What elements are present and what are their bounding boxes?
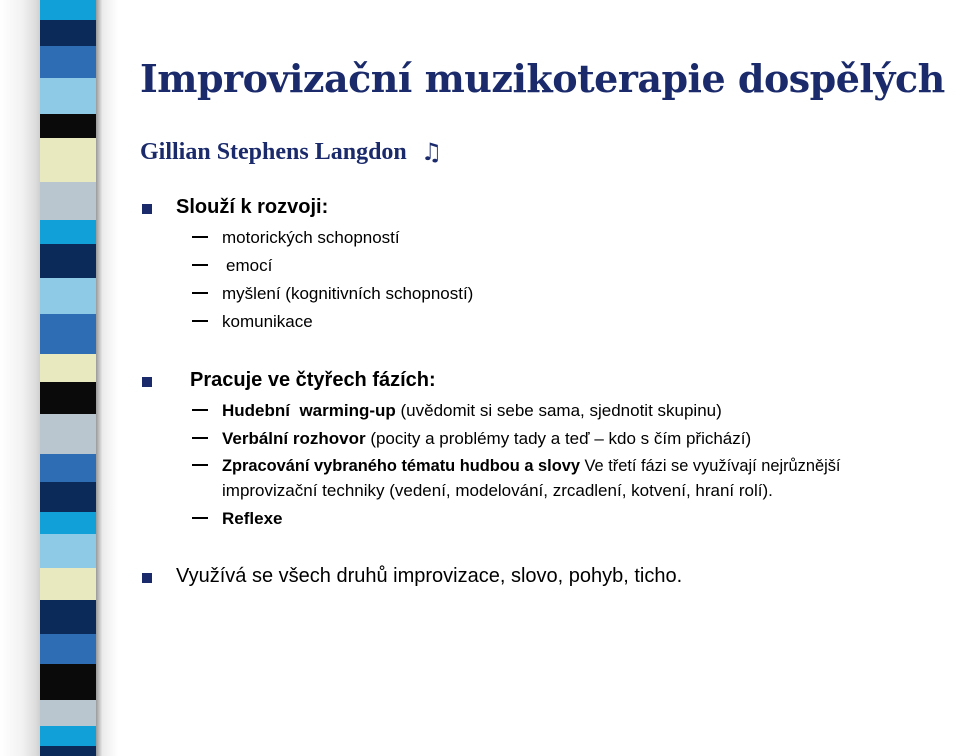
bullet-square-icon xyxy=(142,573,152,583)
strip-block xyxy=(40,726,96,746)
section2-heading: Pracuje ve čtyřech fázích: xyxy=(190,369,436,391)
strip-block xyxy=(40,482,96,512)
section3-heading: Využívá se všech druhů improvizace, slovo, pohyb, ticho. xyxy=(176,565,683,587)
strip-block xyxy=(40,354,96,382)
strip-block xyxy=(40,0,96,20)
strip-block xyxy=(40,664,96,700)
strip-block xyxy=(40,600,96,634)
strip-block xyxy=(40,314,96,354)
slide-title: Improvizační muzikoterapie dospělých xyxy=(140,56,945,101)
dash-icon xyxy=(192,320,208,322)
strip-block xyxy=(40,114,96,138)
dash-icon xyxy=(192,236,208,238)
strip-block xyxy=(40,382,96,414)
strip-block xyxy=(40,534,96,568)
strip-block xyxy=(40,46,96,78)
strip-block xyxy=(40,278,96,314)
bullet-square-icon xyxy=(142,204,152,214)
list-item: motorických schopností xyxy=(192,228,400,248)
subtitle-text: Gillian Stephens Langdon xyxy=(140,139,407,165)
strip-block xyxy=(40,454,96,482)
section1-heading: Slouží k rozvoji: xyxy=(176,196,329,218)
strip-block xyxy=(40,182,96,220)
dash-icon xyxy=(192,464,208,466)
dash-icon xyxy=(192,517,208,519)
dash-icon xyxy=(192,437,208,439)
strip-block xyxy=(40,700,96,726)
dash-icon xyxy=(192,264,208,266)
strip-block xyxy=(40,568,96,600)
list-item: myšlení (kognitivních schopností) xyxy=(192,284,473,304)
dash-icon xyxy=(192,292,208,294)
strip-block xyxy=(40,512,96,534)
decorative-strip xyxy=(40,0,96,756)
music-note-icon: ♫ xyxy=(420,138,443,166)
list-item: Zpracování vybraného tématu hudbou a slovy Ve třetí fázi se využívají nejrůznější xyxy=(192,457,840,476)
list-item-continuation: improvizační techniky (vedení, modelování, zrcadlení, kotvení, hraní rolí). xyxy=(222,481,773,500)
strip-block xyxy=(40,138,96,182)
list-item: Reflexe xyxy=(192,509,282,529)
slide-subtitle xyxy=(140,138,442,166)
strip-block xyxy=(40,244,96,278)
list-item: emocí xyxy=(192,256,272,276)
strip-block xyxy=(40,634,96,664)
strip-edge xyxy=(96,0,102,756)
list-item: Verbální rozhovor (pocity a problémy tady a teď – kdo s čím přichází) xyxy=(192,429,751,449)
strip-block xyxy=(40,20,96,46)
strip-block xyxy=(40,78,96,114)
list-item: komunikace xyxy=(192,312,313,332)
strip-block xyxy=(40,220,96,244)
dash-icon xyxy=(192,409,208,411)
bullet-square-icon xyxy=(142,377,152,387)
list-item: Hudební warming-up (uvědomit si sebe sama, sjednotit skupinu) xyxy=(192,401,722,421)
strip-block xyxy=(40,414,96,454)
strip-block xyxy=(40,746,96,756)
